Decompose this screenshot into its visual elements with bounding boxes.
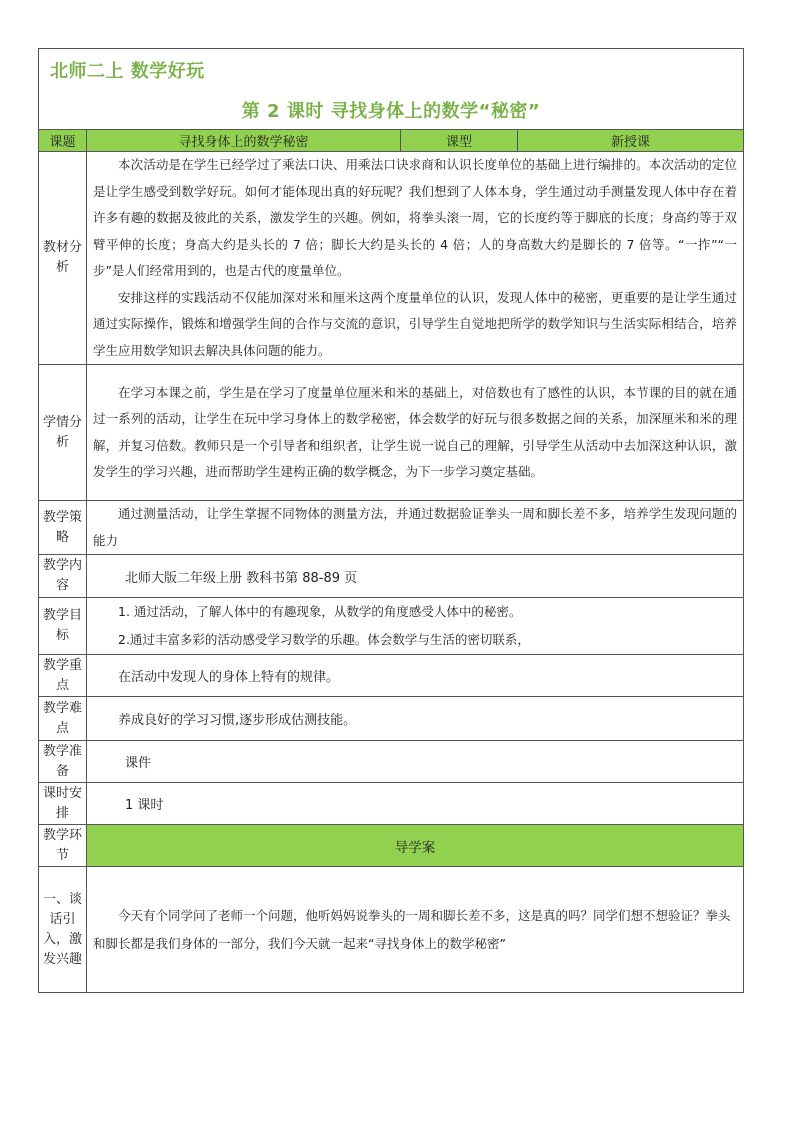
type-value: 新授课 <box>518 130 744 152</box>
step1-row <box>39 867 744 993</box>
header-subtitle: 北师二上 数学好玩 <box>50 61 205 82</box>
material-paragraph-2: 安排这样的实践活动不仅能加深对米和厘米这两个度量单位的认识，发现人体中的秘密，更重要的是让学生通过通过实际操作，锻炼和增强学生间的合作与交流的意识，引导学生自觉地把所学的数学知识与生活实际相结合，培养学生应用数学知识去解决具体问题的能力。 <box>93 289 738 358</box>
prep-value: 课件 <box>87 741 744 783</box>
material-paragraph-1: 本次活动是在学生已经学过了乘法口诀、用乘法口诀求商和认识长度单位的基础上进行编排的。本次活动的定位是让学生感受到数学好玩。如何才能体现出真的好玩呢？我们想到了人体本身，学生通过动手测量发现人体中存在着许多有趣的数据及彼此的关系，激发学生的兴趣。例如，将拳头滚一周，它的长度约等于脚底的长度；身高约等于双臂平伸的长度；身高大约是头长的 7 倍；脚长大约是头长的 4 倍；人的身高数大约是脚长的 7 倍等。“一拃”“一步”是人们经常用到的，也是古代的度量单位。 <box>93 157 738 278</box>
strategy-row <box>39 501 744 555</box>
topic-label: 课题 <box>39 130 87 152</box>
goal-item-1: 1. 通过活动，了解人体中的有趣现象，从数学的角度感受人体中的秘密。 <box>118 604 522 619</box>
hours-row <box>39 783 744 825</box>
key-value: 在活动中发现人的身体上特有的规律。 <box>87 655 744 697</box>
topic-value: 寻找身体上的数学秘密 <box>87 130 401 152</box>
hours-label-text: 课时安排 <box>42 785 82 821</box>
type-label: 课型 <box>401 130 518 152</box>
key-label <box>39 655 87 697</box>
student-paragraph: 在学习本课之前，学生是在学习了度量单位厘米和米的基础上，对倍数也有了感性的认识，本节课的目的就在通过一系列的活动，让学生在玩中学习身体上的数学秘密，体会数学的好玩与很多数据之间的关系，加深厘米和米的理解，并复习倍数。教师只是一个引导者和组织者，让学生说一说自己的理解，引导学生从活动中去加深这种认识，激发学生的学习兴趣，进而帮助学生建构正确的数学概念，为下一步学习奠定基础。 <box>93 384 738 479</box>
difficult-row <box>39 697 744 741</box>
difficult-label <box>39 697 87 741</box>
difficult-label-text: 教学难点 <box>42 700 82 736</box>
content-row <box>39 555 744 598</box>
header-cell <box>39 49 744 130</box>
prep-label-text: 教学准备 <box>42 743 82 779</box>
material-label <box>39 152 87 365</box>
strategy-label <box>39 501 87 555</box>
content-value: 北师大版二年级上册 教科书第 88-89 页 <box>87 555 744 598</box>
material-body <box>87 152 744 365</box>
lesson-title: 第 2 课时 寻找身体上的数学“秘密” <box>241 101 541 122</box>
strategy-paragraph: 通过测量活动，让学生掌握不同物体的测量方法，并通过数据验证拳头一周和脚长差不多，培养学生发现问题的能力 <box>93 506 738 548</box>
student-body <box>87 365 744 501</box>
process-label <box>39 825 87 867</box>
student-label <box>39 365 87 501</box>
prep-label <box>39 741 87 783</box>
goals-label <box>39 598 87 655</box>
goals-label-text: 教学目标 <box>42 608 82 643</box>
student-label-text: 学情分析 <box>42 414 82 450</box>
prep-row <box>39 741 744 783</box>
key-row <box>39 655 744 697</box>
step1-label-text: 一、谈话引入，激发兴趣 <box>42 891 82 967</box>
hours-value: 1 课时 <box>87 783 744 825</box>
step1-label <box>39 867 87 993</box>
process-value: 导学案 <box>87 825 744 867</box>
key-label-text: 教学重点 <box>42 657 82 693</box>
process-label-text: 教学环节 <box>42 827 82 863</box>
goals-body <box>87 598 744 655</box>
lesson-plan-table <box>38 48 744 993</box>
difficult-value: 养成良好的学习习惯,逐步形成估测技能。 <box>87 697 744 741</box>
process-row <box>39 825 744 867</box>
strategy-body <box>87 501 744 555</box>
hours-label <box>39 783 87 825</box>
content-label <box>39 555 87 598</box>
step1-paragraph: 今天有个同学问了老师一个问题，他听妈妈说拳头的一周和脚长差不多，这是真的吗？同学们想不想验证？拳头和脚长都是我们身体的一部分，我们今天就一起来“寻找身体上的数学秘密” <box>93 907 731 951</box>
student-row <box>39 365 744 501</box>
goals-row <box>39 598 744 655</box>
lesson-plan-sheet <box>38 48 743 993</box>
material-label-text: 教材分析 <box>42 240 82 275</box>
topic-row <box>39 130 744 152</box>
strategy-label-text: 教学策略 <box>42 509 82 545</box>
goal-item-2: 2.通过丰富多彩的活动感受学习数学的乐趣。体会数学与生活的密切联系， <box>118 632 530 647</box>
material-row <box>39 152 744 365</box>
content-label-text: 教学内容 <box>42 558 82 593</box>
step1-body <box>87 867 744 993</box>
